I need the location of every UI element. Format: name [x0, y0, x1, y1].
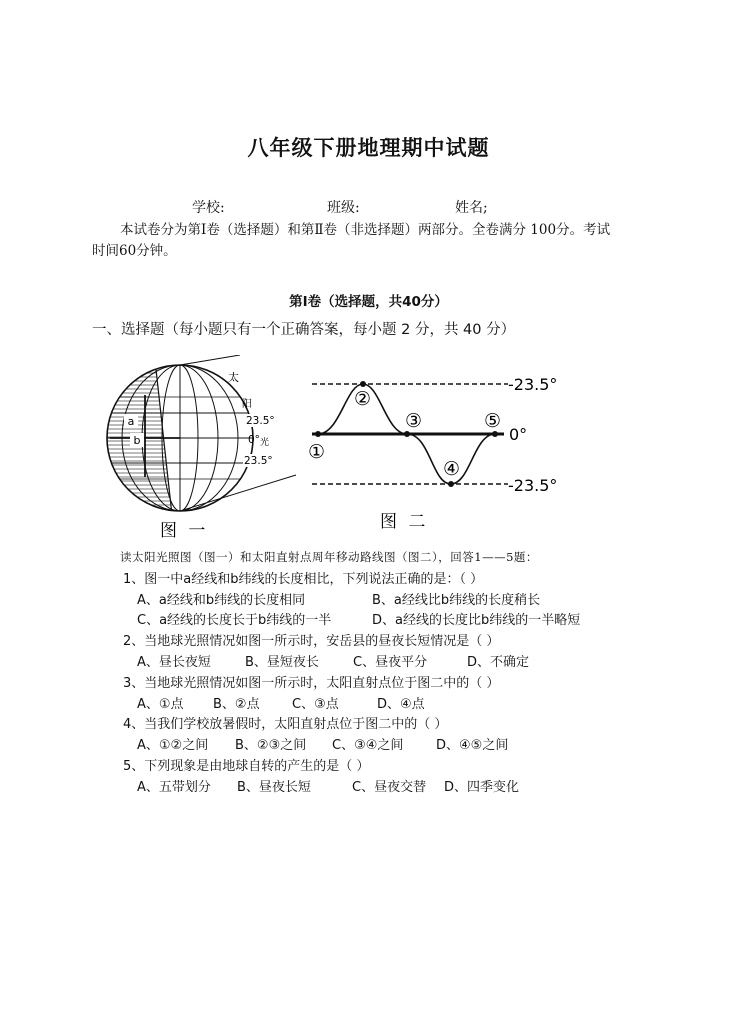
question-4-option-a: A、①②之间 — [137, 738, 209, 753]
fig1-lat-equator: 0° — [248, 434, 260, 446]
question-5-stem: 5、下列现象是由地球自转的产生的是（ ） — [123, 759, 370, 774]
fig2-label-mid: 0° — [509, 425, 528, 444]
question-4-stem: 4、当我们学校放暑假时，太阳直射点位于图二中的（ ） — [123, 717, 448, 732]
question-1-option-a: A、a经线和b纬线的长度相同 — [137, 593, 306, 608]
point-5-label: ⑤ — [484, 410, 502, 432]
part-title: 一、选择题（每小题只有一个正确答案，每小题 2 分，共 40 分） — [92, 322, 516, 338]
fig2-label-bottom: -23.5° — [508, 476, 558, 495]
question-2-option-c: C、昼夜平分 — [353, 655, 428, 670]
label-b: b — [133, 434, 141, 447]
sun-char-1: 太 — [228, 371, 239, 384]
point-1-label: ① — [308, 441, 326, 463]
question-4-option-d: D、④⑤之间 — [436, 738, 509, 753]
question-5-option-d: D、四季变化 — [444, 780, 520, 795]
question-2-option-d: D、不确定 — [467, 655, 530, 670]
question-4-option-b: B、②③之间 — [235, 738, 307, 753]
question-3-stem: 3、当地球光照情况如图一所示时，太阳直射点位于图二中的（ ） — [123, 676, 500, 691]
sun-ray-bottom — [180, 475, 296, 511]
label-a: a — [127, 415, 135, 428]
point-4-label: ④ — [443, 458, 461, 480]
fig2-label-top: -23.5° — [508, 375, 558, 394]
intro-line-1: 本试卷分为第Ⅰ卷（选择题）和第Ⅱ卷（非选择题）两部分。全卷满分 100分。考试 — [120, 222, 611, 238]
school-field-label: 学校: — [192, 200, 225, 216]
class-field-label: 班级: — [327, 200, 360, 216]
sun-char-2: 阳 — [242, 399, 252, 410]
question-3-option-b: B、②点 — [213, 697, 260, 712]
fig1-lat-north: 23.5° — [246, 415, 275, 427]
figures-area — [100, 355, 560, 545]
question-3-option-a: A、①点 — [137, 697, 184, 712]
sun-char-3: 光 — [260, 438, 270, 448]
intro-line-2: 时间60分钟。 — [92, 243, 177, 259]
question-5-option-a: A、五带划分 — [137, 780, 211, 795]
point-2-dot — [360, 381, 366, 387]
question-3-option-c: C、③点 — [292, 697, 339, 712]
point-4-dot — [448, 481, 454, 487]
question-1-option-c: C、a经线的长度长于b纬线的一半 — [137, 613, 332, 628]
point-1-dot — [315, 431, 321, 437]
question-2-option-b: B、昼短夜长 — [245, 655, 319, 670]
question-2-stem: 2、当地球光照情况如图一所示时，安岳县的昼夜长短情况是（ ） — [123, 634, 500, 649]
fig1-lat-south: 23.5° — [244, 455, 273, 467]
question-3-option-d: D、④点 — [377, 697, 425, 712]
question-1-stem: 1、图一中a经线和b纬线的长度相比，下列说法正确的是：（ ） — [123, 572, 484, 587]
sun-ray-top — [180, 355, 240, 365]
point-3-label: ③ — [405, 410, 423, 432]
question-1-option-d: D、a经线的长度比b纬线的一半略短 — [372, 613, 581, 628]
section-title: 第Ⅰ卷（选择题，共40分） — [289, 294, 448, 310]
question-5-option-b: B、昼夜长短 — [237, 780, 311, 795]
figure-2-caption: 图 二 — [380, 512, 429, 532]
question-4-option-c: C、③④之间 — [332, 738, 404, 753]
reading-instruction: 读太阳光照图（图一）和太阳直射点周年移动路线图（图二），回答1——5题： — [120, 550, 538, 564]
figure-2-migration — [308, 375, 557, 532]
page-title: 八年级下册地理期中试题 — [247, 135, 490, 160]
figure-1-caption: 图 一 — [160, 521, 209, 541]
question-5-option-c: C、昼夜交替 — [352, 780, 427, 795]
name-field-label: 姓名; — [455, 200, 488, 216]
question-1-option-b: B、a经线比b纬线的长度稍长 — [372, 593, 541, 608]
figure-1-globe — [100, 355, 296, 541]
point-2-label: ② — [354, 388, 372, 410]
question-2-option-a: A、昼长夜短 — [137, 655, 211, 670]
